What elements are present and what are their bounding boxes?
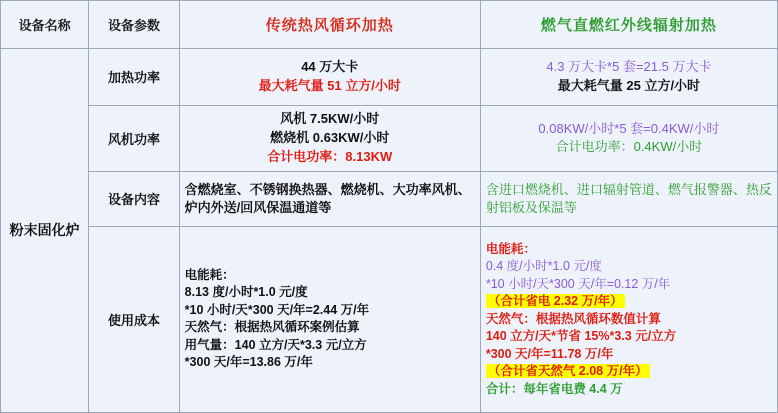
- param-heating-power: 加热功率: [89, 49, 179, 106]
- gas-cost-line-7: *300 天/年=11.78 万/年: [485, 346, 614, 361]
- traditional-heating-power: [179, 49, 480, 106]
- trad-cost-line-3-text: *10 小时/天*300 天/年=2.44 万/年: [184, 302, 370, 317]
- gas-heating-power: [480, 49, 777, 106]
- gas-cost-line-4: [486, 293, 772, 311]
- trad-fan-line-1: 风机 7.5KW/小时: [280, 111, 380, 127]
- traditional-equipment-content: [179, 172, 480, 226]
- gas-cost-line-9: 合计：每年省电费 4.4 万: [485, 381, 623, 396]
- gas-heat-line-1: 4.3 万大卡*5 套=21.5 万大卡: [546, 59, 712, 75]
- table-row-heating-power: [1, 49, 778, 106]
- trad-cost-line-5: 用气量：140 立方/天*3.3 元/立方: [184, 337, 367, 352]
- header-equipment-param: 设备参数: [89, 1, 179, 49]
- gas-equipment-content: [480, 172, 777, 226]
- trad-cost-line-4: 天然气：根据热风循环案例估算: [184, 320, 360, 335]
- table-header-row: [1, 1, 778, 49]
- trad-cost-line-1: 电能耗：: [184, 267, 235, 282]
- traditional-fan-power: [179, 105, 480, 172]
- trad-fan-line-3: 合计电功率：8.13KW: [267, 148, 393, 164]
- trad-content-text: 含燃烧室、不锈钢换热器、燃烧机、大功率风机、炉内外送/回风保温通道等: [184, 182, 471, 215]
- table-row-usage-cost: [1, 226, 778, 412]
- trad-fan-line-2: 燃烧机 0.63KW/小时: [270, 130, 390, 146]
- header-traditional-heating: 传统热风循环加热: [179, 1, 480, 49]
- trad-cost-line-6-text: *300 天/年=13.86 万/年: [184, 355, 313, 370]
- gas-cost-line-5: 天然气：根据热风循环数值计算: [485, 311, 661, 326]
- gas-saving-naturalgas-badge: （合计省天然气 2.08 万/年）: [487, 364, 648, 379]
- gas-heat-line-2: 最大耗气量 25 立方/小时: [557, 77, 701, 93]
- trad-cost-line-3: [185, 302, 475, 320]
- gas-cost-line-6: 140 立方/天*节省 15%*3.3 元/立方: [485, 329, 677, 344]
- table-row-equipment-content: [1, 172, 778, 226]
- trad-cost-line-6: [185, 354, 475, 372]
- gas-fan-power: [480, 105, 777, 172]
- gas-content-text: 含进口燃烧机、进口辐射管道、燃气报警器、热反射铝板及保温等: [485, 182, 772, 215]
- gas-cost-line-2: 0.4 度/小时*1.0 元/度: [485, 259, 602, 274]
- traditional-usage-cost: [179, 226, 480, 412]
- trad-cost-line-2: 8.13 度/小时*1.0 元/度: [184, 285, 308, 300]
- gas-cost-line-1: 电能耗：: [485, 241, 536, 256]
- param-equipment-content: 设备内容: [89, 172, 179, 226]
- trad-heat-line-2: 最大耗气量 51 立方/小时: [258, 77, 401, 93]
- gas-cost-line-8: [486, 363, 772, 381]
- gas-fan-line-1: 0.08KW/小时*5 套=0.4KW/小时: [538, 120, 720, 136]
- param-fan-power: 风机功率: [89, 105, 179, 172]
- header-equipment-name: 设备名称: [1, 1, 89, 49]
- param-usage-cost: 使用成本: [89, 226, 179, 412]
- trad-heat-line-1: 44 万大卡: [301, 59, 359, 75]
- gas-usage-cost: [480, 226, 777, 412]
- gas-saving-electricity-badge: （合计省电 2.32 万/年）: [487, 294, 623, 309]
- header-gas-infrared-heating: 燃气直燃红外线辐射加热: [480, 1, 777, 49]
- gas-cost-line-3: *10 小时/天*300 天/年=0.12 万/年: [485, 276, 671, 291]
- table-row-fan-power: [1, 105, 778, 172]
- row-label-powder-curing-oven: 粉末固化炉: [1, 49, 89, 413]
- gas-fan-line-2: 合计电功率：0.4KW/小时: [555, 139, 703, 155]
